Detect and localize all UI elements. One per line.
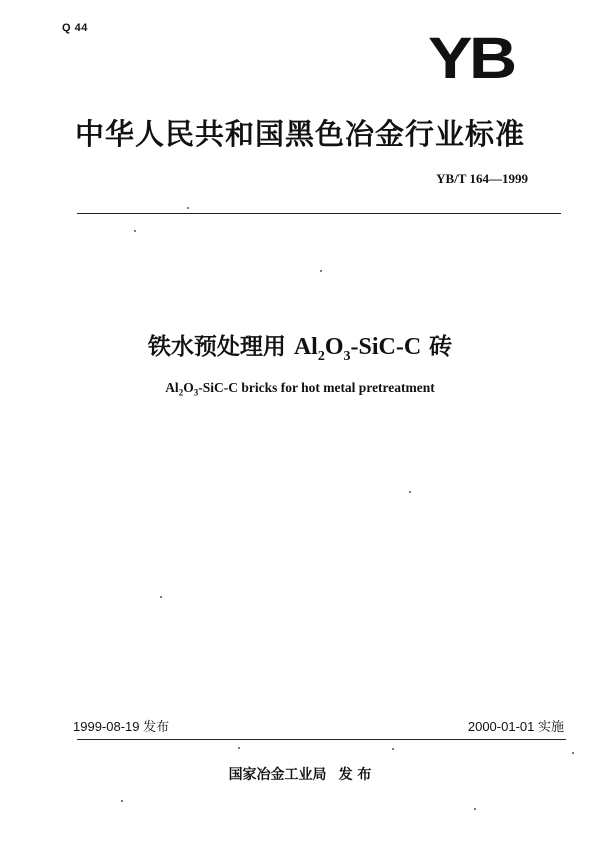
scan-speck [474, 808, 476, 810]
title-cn-sub-2: 2 [317, 348, 325, 364]
title-en-sub-3: 3 [193, 387, 199, 398]
yb-logo: YB [428, 26, 514, 91]
title-cn-suffix: 砖 [421, 334, 453, 360]
scan-speck [572, 752, 574, 754]
issue-date-value: 1999-08-19 [73, 719, 140, 734]
scan-speck [134, 230, 136, 232]
title-cn-al: Al [293, 334, 318, 360]
standard-number: YB/T 164—1999 [436, 171, 528, 186]
top-divider [77, 213, 561, 214]
implementation-date-value: 2000-01-01 [467, 719, 535, 734]
bottom-divider [77, 739, 566, 740]
title-en-al: Al [165, 380, 179, 395]
title-cn-formula [293, 334, 422, 364]
title-en-o: O [183, 380, 194, 395]
scan-speck [160, 596, 162, 598]
scan-speck [320, 270, 322, 272]
title-en-rest: -SiC-C bricks for hot metal pretreatment [198, 380, 435, 395]
publisher [40, 764, 560, 784]
scan-speck [238, 747, 240, 749]
document-title-chinese [40, 328, 560, 365]
title-cn-sub-3: 3 [343, 348, 351, 364]
publisher-name: 国家冶金工业局 [228, 767, 327, 783]
title-cn-rest: -SiC-C [350, 334, 422, 360]
scan-speck [121, 800, 123, 802]
title-cn-prefix: 铁水预处理用 [147, 334, 294, 360]
classification-code: Q 44 [62, 22, 88, 34]
title-cn-o: O [324, 334, 344, 360]
implementation-date [330, 716, 564, 735]
title-en-sub-2: 2 [178, 387, 184, 398]
issue-date-label: 发布 [143, 719, 170, 734]
scan-speck [409, 491, 411, 493]
publisher-action: 发 布 [338, 767, 372, 783]
standard-category-title: 中华人民共和国黑色冶金行业标准 [74, 117, 525, 151]
scan-speck [187, 207, 189, 209]
scan-speck [392, 748, 394, 750]
document-title-english [40, 380, 560, 398]
issue-date [73, 716, 169, 735]
implementation-date-label: 实施 [537, 719, 564, 734]
